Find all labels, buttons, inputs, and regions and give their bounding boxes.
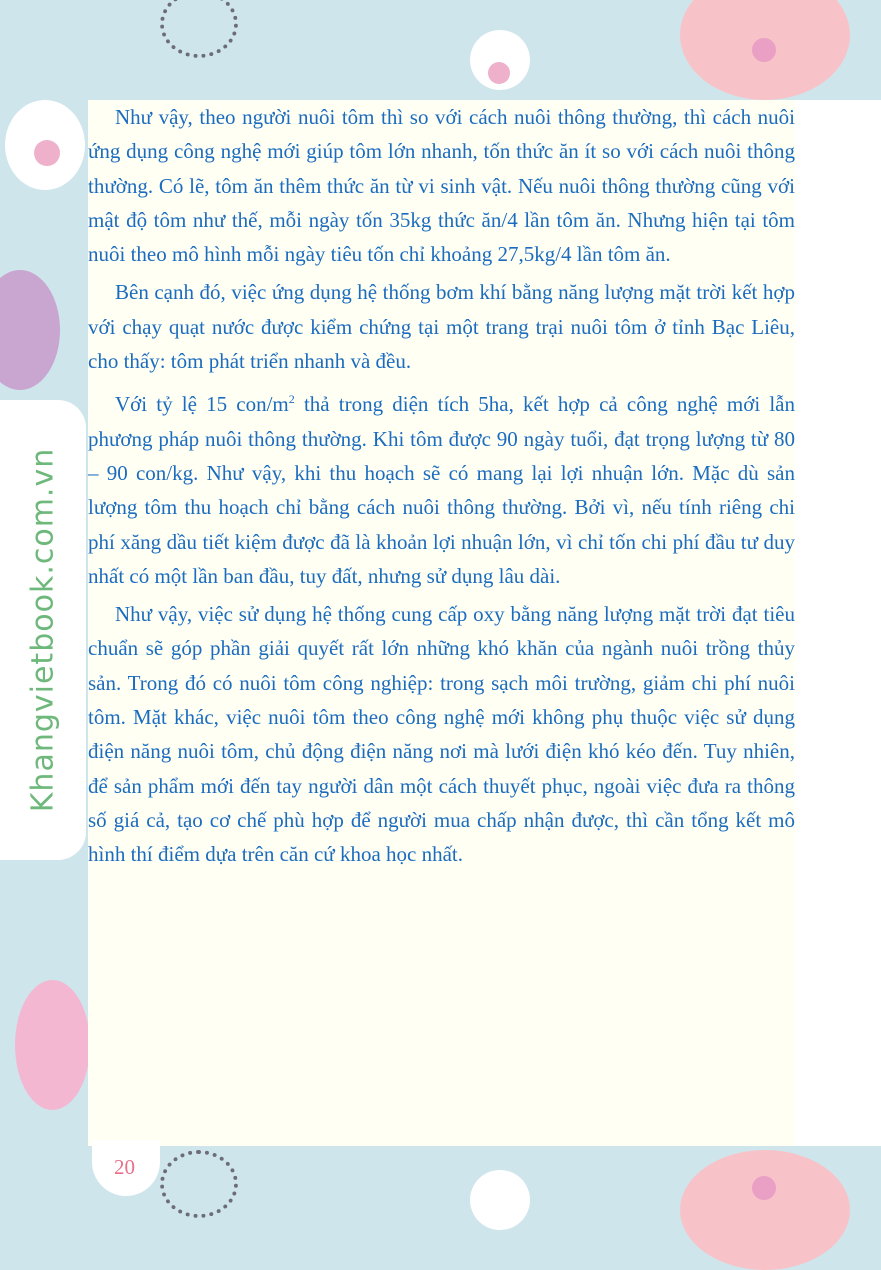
dotted-swirl-decoration [160,0,238,58]
superscript: 2 [288,392,295,407]
watermark-text: Khangvietbook.com.vn [25,447,61,813]
flower-center-decoration [34,140,60,166]
flower-center-decoration [752,38,776,62]
flower-center-decoration [752,1176,776,1200]
paragraph: Bên cạnh đó, việc ứng dụng hệ thống bơm khí bằng năng lượng mặt trời kết hợp với chạy quạt nước được kiểm chứng tại một trang trại nuôi tôm ở tỉnh Bạc Liêu, cho thấy: tôm phát triển nhanh và đều. [88,280,795,374]
paragraph: Như vậy, việc sử dụng hệ thống cung cấp oxy bằng năng lượng mặt trời đạt tiêu chuẩn sẽ góp phần giải quyết rất lớn những khó khăn của ngành nuôi trồng thủy sản. Trong đó có nuôi tôm công nghiệp: trong sạch môi trường, giảm chi phí nuôi tôm. Mặt khác, việc nuôi tôm theo công nghệ mới không phụ thuộc việc sử dụng điện năng nuôi tôm, chủ động điện năng nơi mà lưới điện khó kéo đến. Tuy nhiên, để sản phẩm mới đến tay người dân một cách thuyết phục, ngoài việc đưa ra thông số giá cả, tạo cơ chế phù hợp để người mua chấp nhận được, thì cần tổng kết mô hình thí điểm dựa trên căn cứ khoa học nhất. [88,602,795,867]
document-body [88,100,795,876]
white-flower-decoration [470,1170,530,1230]
pink-flower-decoration-bottom-right [680,1150,850,1270]
pink-flower-decoration-bottom-left [15,980,90,1110]
paragraph [88,382,795,593]
paragraph-text: Với tỷ lệ 15 con/m [115,392,289,417]
purple-flower-decoration [0,270,60,390]
paragraph: Như vậy, theo người nuôi tôm thì so với cách nuôi thông thường, thì cách nuôi ứng dụng công nghệ mới giúp tôm lớn nhanh, tốn thức ăn ít so với cách nuôi thông thường. Có lẽ, tôm ăn thêm thức ăn từ vi sinh vật. Nếu nuôi thông thường cũng với mật độ tôm như thế, mỗi ngày tốn 35kg thức ăn/4 lần tôm ăn. Nhưng hiện tại tôm nuôi theo mô hình mỗi ngày tiêu tốn chỉ khoảng 27,5kg/4 lần tôm ăn. [88,105,795,267]
page-number: 20 [114,1155,135,1179]
flower-center-decoration [488,62,510,84]
paragraph-text: thả trong diện tích 5ha, kết hợp cả công nghệ mới lẫn phương pháp nuôi thông thường. Khi tôm được 90 ngày tuổi, đạt trọng lượng từ 80 – 90 con/kg. Như vậy, khi thu hoạch sẽ có mang lại lợi nhuận lớn. Mặc dù sản lượng tôm thu hoạch chỉ bằng cách nuôi thông thường. Bởi vì, nếu tính riêng chi phí xăng dầu tiết kiệm được đã là khoản lợi nhuận lớn, vì chỉ tốn chi phí đầu tư duy nhất có một lần ban đầu, tuy đất, nhưng sử dụng lâu dài. [88,392,796,588]
dotted-swirl-decoration [160,1150,238,1218]
